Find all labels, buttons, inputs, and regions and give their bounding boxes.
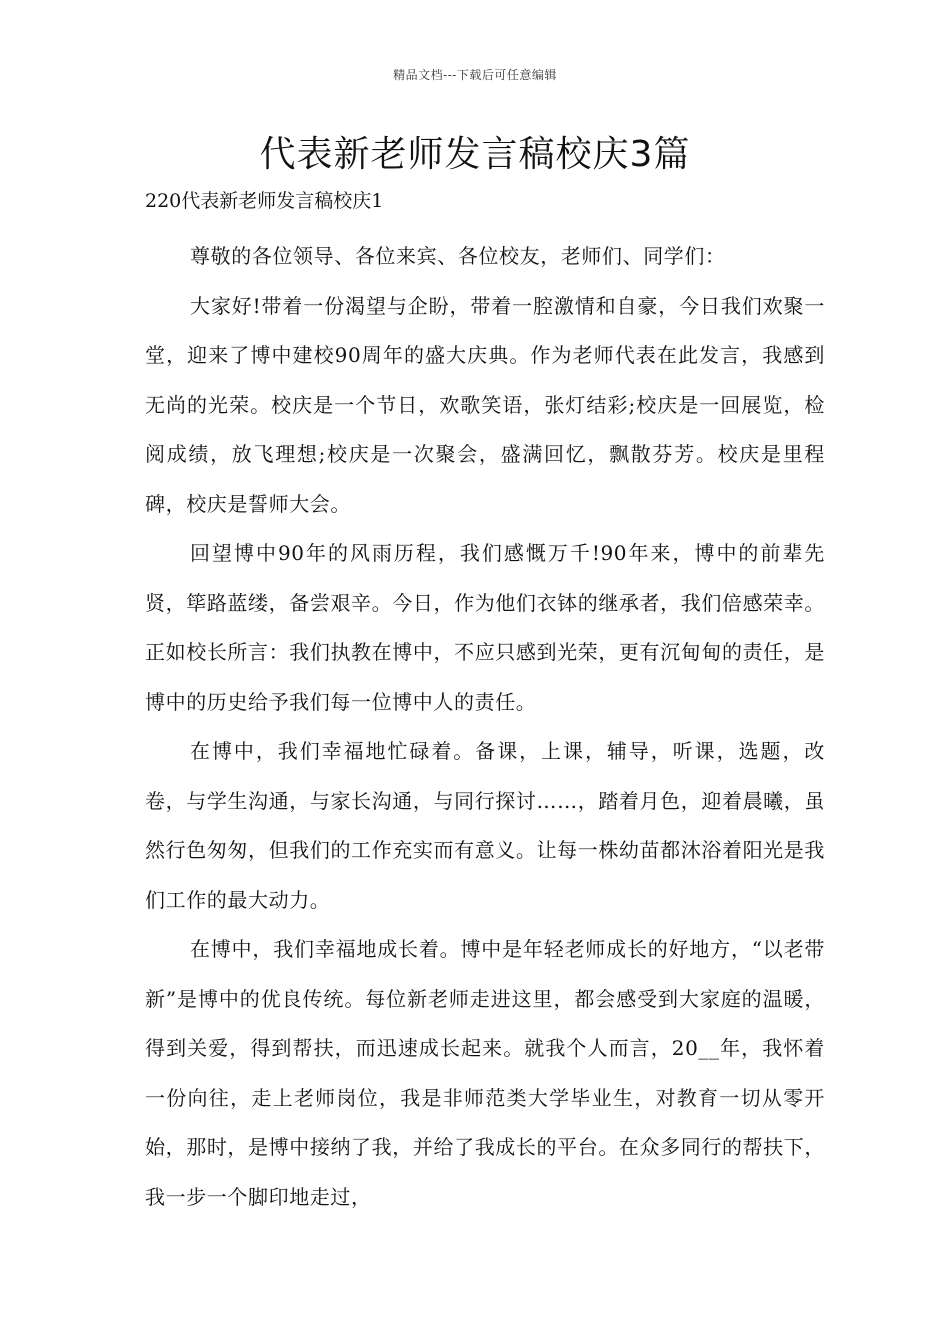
page-header: 精品文档---下载后可任意编辑 xyxy=(393,68,557,82)
document-subtitle: 220代表新老师发言稿校庆1 xyxy=(145,190,384,212)
document-body xyxy=(145,232,825,1222)
paragraph-growth: 在博中，我们幸福地成长着。博中是年轻老师成长的好地方，“以老带新”是博中的优良传统。每位新老师走进这里，都会感受到大家庭的温暖，得到关爱，得到帮扶，而迅速成长起来。就我个人而言，20__年，我怀着一份向往，走上老师岗位，我是非师范类大学毕业生，对教育一切从零开始，那时，是博中接纳了我，并给了我成长的平台。在众多同行的帮扶下，我一步一个脚印地走过， xyxy=(145,937,825,1209)
document-title: 代表新老师发言稿校庆3篇 xyxy=(259,134,691,175)
paragraph-history: 回望博中90年的风雨历程，我们感慨万千!90年来，博中的前辈先贤，筚路蓝缕，备尝艰辛。今日，作为他们衣钵的继承者，我们倍感荣幸。正如校长所言：我们执教在博中，不应只感到光荣，更有沉甸甸的责任，是博中的历史给予我们每一位博中人的责任。 xyxy=(145,541,825,714)
paragraph-opening: 大家好!带着一份渴望与企盼，带着一腔激情和自豪，今日我们欢聚一堂，迎来了博中建校90周年的盛大庆典。作为老师代表在此发言，我感到无尚的光荣。校庆是一个节日，欢歌笑语，张灯结彩;校庆是一回展览，检阅成绩，放飞理想;校庆是一次聚会，盛满回忆，飘散芬芳。校庆是里程碑，校庆是誓师大会。 xyxy=(145,293,825,516)
paragraph-greeting: 尊敬的各位领导、各位来宾、各位校友，老师们、同学们： xyxy=(190,244,726,268)
paragraph-busy: 在博中，我们幸福地忙碌着。备课，上课，辅导，听课，选题，改卷，与学生沟通，与家长沟通，与同行探讨……，踏着月色，迎着晨曦，虽然行色匆匆，但我们的工作充实而有意义。让每一株幼苗都沐浴着阳光是我们工作的最大动力。 xyxy=(145,739,825,912)
